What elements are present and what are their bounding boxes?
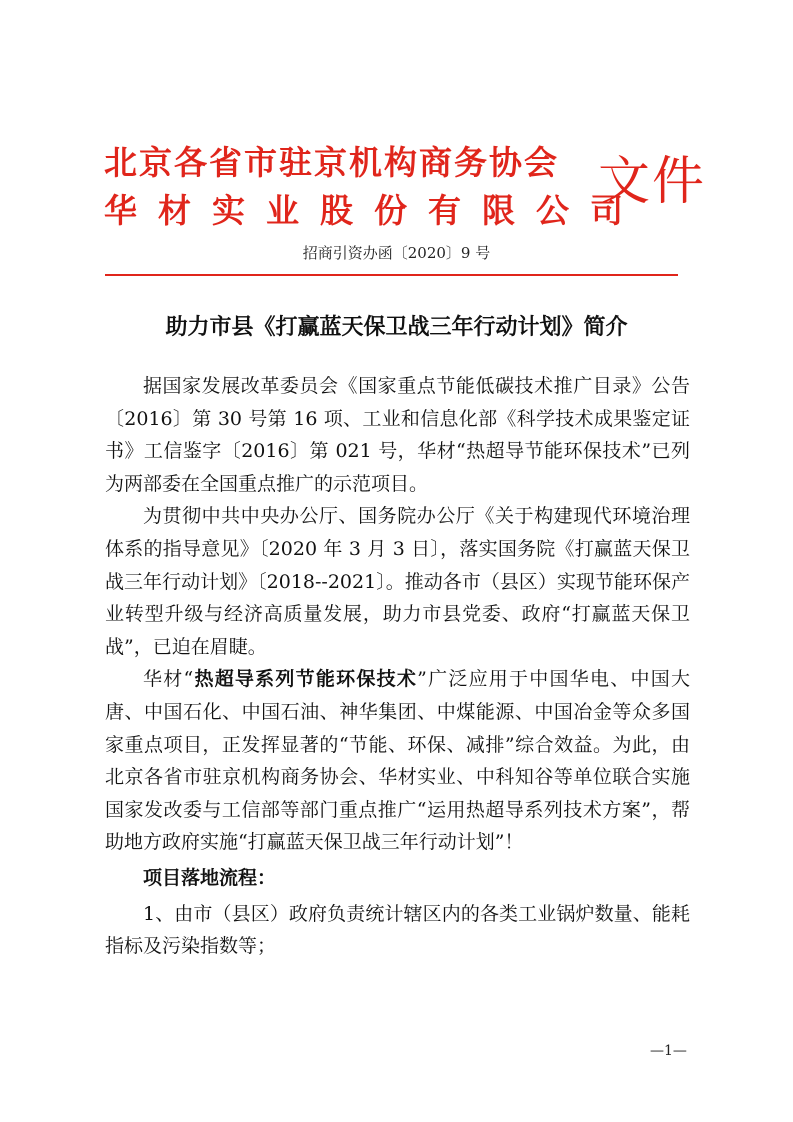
document-body <box>105 370 690 963</box>
red-divider <box>105 274 678 276</box>
document-label: 文件 <box>598 152 707 212</box>
issuer-name-2: 华材实业股份有限公司 <box>104 191 644 230</box>
paragraph-3 <box>105 663 690 859</box>
step-1: 1、由市（县区）政府负责统计辖区内的各类工业锅炉数量、能耗指标及污染指数等； <box>105 902 690 958</box>
issuer-name-1: 北京各省市驻京机构商务协会 <box>104 143 559 182</box>
page-number: —1— <box>650 1043 687 1059</box>
technology-name-highlight: 热超导系列节能环保技术 <box>193 668 418 691</box>
document-title: 助力市县《打赢蓝天保卫战三年行动计划》简介 <box>165 315 628 340</box>
document-number: 招商引资办函〔2020〕9 号 <box>302 244 491 262</box>
paragraph-3-rest: ”广泛应用于中国华电、中国大唐、中国石化、中国石油、神华集团、中煤能源、中国冶金等众多国家重点项目，正发挥显著的“节能、环保、减排”综合效益。为此，由北京各省市驻京机构商务协会、华材实业、中科知谷等单位联合实施国家发改委与工信部等部门重点推广“运用热超导系列技术方案”，帮助地方政府实施“打赢蓝天保卫战三年行动计划”！ <box>105 668 690 854</box>
paragraph-2: 为贯彻中共中央办公厅、国务院办公厅《关于构建现代环境治理体系的指导意见》〔2020 年 3 月 3 日〕，落实国务院《打赢蓝天保卫战三年行动计划》〔2018--2021〕。推动各市（县区）实现节能环保产业转型升级与经济高质量发展，助力市县党委、政府“打赢蓝天保卫战”，已迫在眉睫。 <box>105 505 690 658</box>
paragraph-3-start: 华材“ <box>143 668 194 691</box>
paragraph-1: 据国家发展改革委员会《国家重点节能低碳技术推广目录》公告〔2016〕第 30 号第 16 项、工业和信息化部《科学技术成果鉴定证书》工信鉴字〔2016〕第 021 号，华材“热超导节能环保技术”已列为两部委在全国重点推广的示范项目。 <box>105 375 690 495</box>
section-heading: 项目落地流程： <box>143 866 277 889</box>
